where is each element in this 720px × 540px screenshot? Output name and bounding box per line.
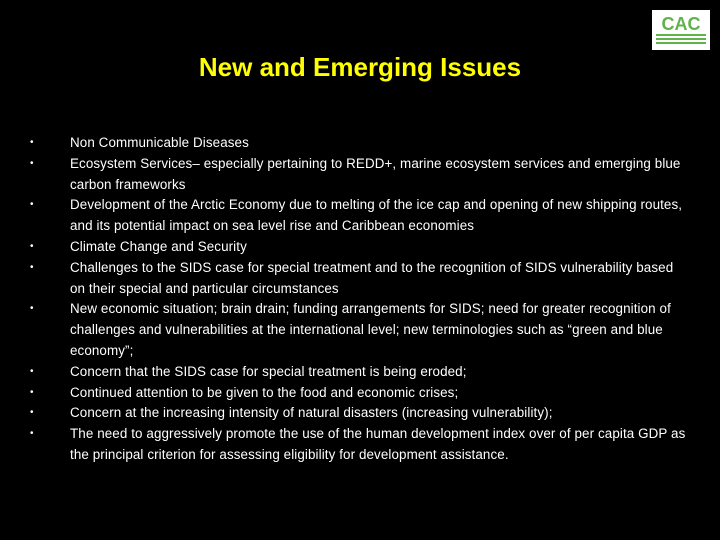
list-item-text: Ecosystem Services– especially pertaining to REDD+, marine ecosystem services and emerging blue carbon frameworks (70, 155, 681, 192)
list-item (30, 258, 690, 300)
list-item-text: Non Communicable Diseases (70, 135, 249, 150)
bullet-icon: • (30, 303, 34, 315)
svg-text:CAC: CAC (661, 14, 701, 34)
bullet-icon: • (30, 157, 34, 169)
bullet-icon: • (30, 240, 34, 252)
bullet-icon: • (30, 261, 34, 273)
slide-title: New and Emerging Issues (198, 52, 522, 82)
list-item (30, 237, 690, 258)
bullet-icon: • (30, 365, 34, 377)
list-item (30, 403, 690, 424)
bullet-icon: • (30, 386, 34, 398)
list-item-text: Challenges to the SIDS case for special treatment and to the recognition of SIDS vulnerability based on their special and particular circumstances (70, 259, 674, 296)
bullet-list (30, 133, 690, 466)
list-item (30, 424, 690, 466)
list-item (30, 195, 690, 237)
bullet-icon: • (30, 428, 34, 440)
list-item (30, 362, 690, 383)
bullet-icon: • (30, 199, 34, 211)
list-item-text: New economic situation; brain drain; funding arrangements for SIDS; need for greater recognition of challenges and vulnerabilities at the international level; new terminologies such as “green and blue economy”; (70, 301, 671, 358)
list-item-text: Development of the Arctic Economy due to melting of the ice cap and opening of new shipping routes, and its potential impact on sea level rise and Caribbean economies (70, 197, 683, 234)
list-item (30, 383, 690, 404)
bullet-icon: • (30, 137, 34, 148)
list-item (30, 154, 690, 196)
list-item-text: Climate Change and Security (70, 238, 247, 254)
list-item (30, 133, 690, 154)
bullet-icon: • (30, 407, 34, 419)
list-item-text: Concern at the increasing intensity of natural disasters (increasing vulnerability); (70, 405, 553, 421)
cac-logo-icon (652, 10, 710, 50)
list-item-text: Continued attention to be given to the food and economic crises; (70, 384, 459, 400)
list-item-text: Concern that the SIDS case for special treatment is being eroded; (70, 363, 467, 379)
list-item (30, 299, 690, 361)
list-item-text: The need to aggressively promote the use of the human development index over of per capita GDP as the principal criterion for assessing eligibility for development assistance. (70, 426, 686, 462)
